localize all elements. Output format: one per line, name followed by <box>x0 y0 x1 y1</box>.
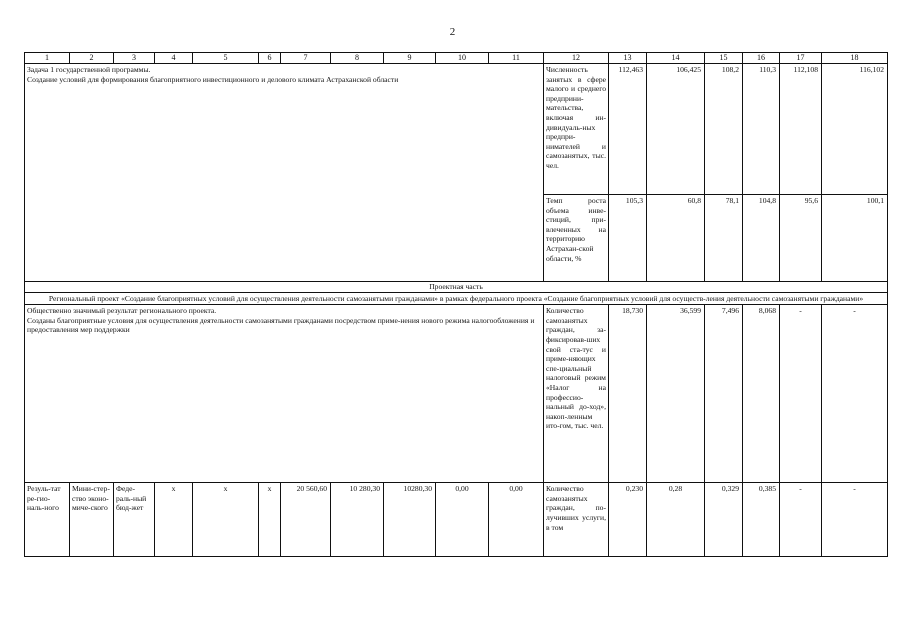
funding-row <box>25 483 888 557</box>
result-description: Созданы благоприятные условия для осуществления деятельности самозанятыми гражданами посредством приме-нения нового режима налогообложения и предоставления мер поддержки <box>27 315 535 335</box>
indicator-value: 78,1 <box>705 195 743 282</box>
indicator-value: - <box>822 483 888 557</box>
funding-cell: 20 560,60 <box>281 483 331 557</box>
indicator-name: Численность занятых в сфере малого и среднего предприни-мательства, включая ин-дивидуаль-ных предпри-нимателей и самозанятых, тыс. чел. <box>544 64 609 195</box>
indicator-value: 116,102 <box>822 64 888 195</box>
project-title: Региональный проект «Создание благоприятных условий для осуществления деятельности самозанятыми гражданами» в рамках федерального проекта «Создание благоприятных условий для осуществ-ления деятельности самозанятыми гражданами» <box>25 292 888 305</box>
funding-cell: х <box>259 483 281 557</box>
program-table <box>24 52 888 557</box>
indicator-name: Количество самозанятых граждан, за-фиксировав-ших свой ста-тус и приме-няющих спе-циальный налоговый режим «Налог на профессио-нальный до-ход», накоп-ленным ито-гом, тыс. чел. <box>544 305 609 483</box>
budget-source-cell: Феде-раль-ный бюд-жет <box>114 483 155 557</box>
column-number-row <box>25 53 888 64</box>
funding-cell: 10280,30 <box>384 483 436 557</box>
indicator-value: 7,496 <box>705 305 743 483</box>
result-label-cell: Резуль-тат ре-гио-наль-ного <box>25 483 70 557</box>
project-row <box>25 292 888 305</box>
indicator-value: 105,3 <box>609 195 647 282</box>
column-number: 11 <box>489 53 544 64</box>
indicator-value: 0,28 <box>647 483 705 557</box>
column-number: 12 <box>544 53 609 64</box>
indicator-value: 108,2 <box>705 64 743 195</box>
indicator-value: - <box>780 483 822 557</box>
column-number: 10 <box>436 53 489 64</box>
indicator-name: Темп роста объема инве-стиций, при-влеченных на территорию Астрахан-ской области, % <box>544 195 609 282</box>
column-number: 17 <box>780 53 822 64</box>
page-number: 2 <box>449 26 456 38</box>
indicator-value: 8,068 <box>743 305 780 483</box>
result-title-cell <box>25 305 544 483</box>
indicator-value: 0,385 <box>743 483 780 557</box>
indicator-value: 110,3 <box>743 64 780 195</box>
indicator-value: - <box>780 305 822 483</box>
indicator-value: 104,8 <box>743 195 780 282</box>
section-title: Проектная часть <box>25 282 888 293</box>
indicator-value: 112,463 <box>609 64 647 195</box>
column-number: 8 <box>331 53 384 64</box>
indicator-value: 95,6 <box>780 195 822 282</box>
result-row <box>25 305 888 483</box>
funding-cell: х <box>193 483 259 557</box>
indicator-value: 36,599 <box>647 305 705 483</box>
section-row <box>25 282 888 293</box>
funding-cell: 0,00 <box>489 483 544 557</box>
indicator-name: Количество самозанятых граждан, по-лучивших услуги, в том <box>544 483 609 557</box>
funding-cell: 0,00 <box>436 483 489 557</box>
indicator-value: 60,8 <box>647 195 705 282</box>
column-number: 3 <box>114 53 155 64</box>
indicator-value: 106,425 <box>647 64 705 195</box>
indicator-value: 100,1 <box>822 195 888 282</box>
indicator-value: 18,730 <box>609 305 647 483</box>
column-number: 5 <box>193 53 259 64</box>
column-number: 4 <box>155 53 193 64</box>
column-number: 7 <box>281 53 331 64</box>
funding-cell: 10 280,30 <box>331 483 384 557</box>
indicator-value: 112,108 <box>780 64 822 195</box>
ministry-cell: Мини-стер-ство эконо-миче-ского <box>70 483 114 557</box>
indicator-value: 0,329 <box>705 483 743 557</box>
indicator-value: 0,230 <box>609 483 647 557</box>
funding-cell: х <box>155 483 193 557</box>
column-number: 18 <box>822 53 888 64</box>
column-number: 9 <box>384 53 436 64</box>
result-title: Общественно значимый результат регионального проекта. <box>27 306 217 316</box>
column-number: 6 <box>259 53 281 64</box>
column-number: 1 <box>25 53 70 64</box>
task-title: Задача 1 государственной программы. <box>27 65 151 74</box>
indicator-value: - <box>822 305 888 483</box>
column-number: 13 <box>609 53 647 64</box>
column-number: 15 <box>705 53 743 64</box>
column-number: 16 <box>743 53 780 64</box>
task-title-cell <box>25 64 544 282</box>
column-number: 14 <box>647 53 705 64</box>
task-description: Создание условий для формирования благоприятного инвестиционного и делового климата Астраханской области <box>27 74 399 84</box>
column-number: 2 <box>70 53 114 64</box>
task-row <box>25 64 888 195</box>
